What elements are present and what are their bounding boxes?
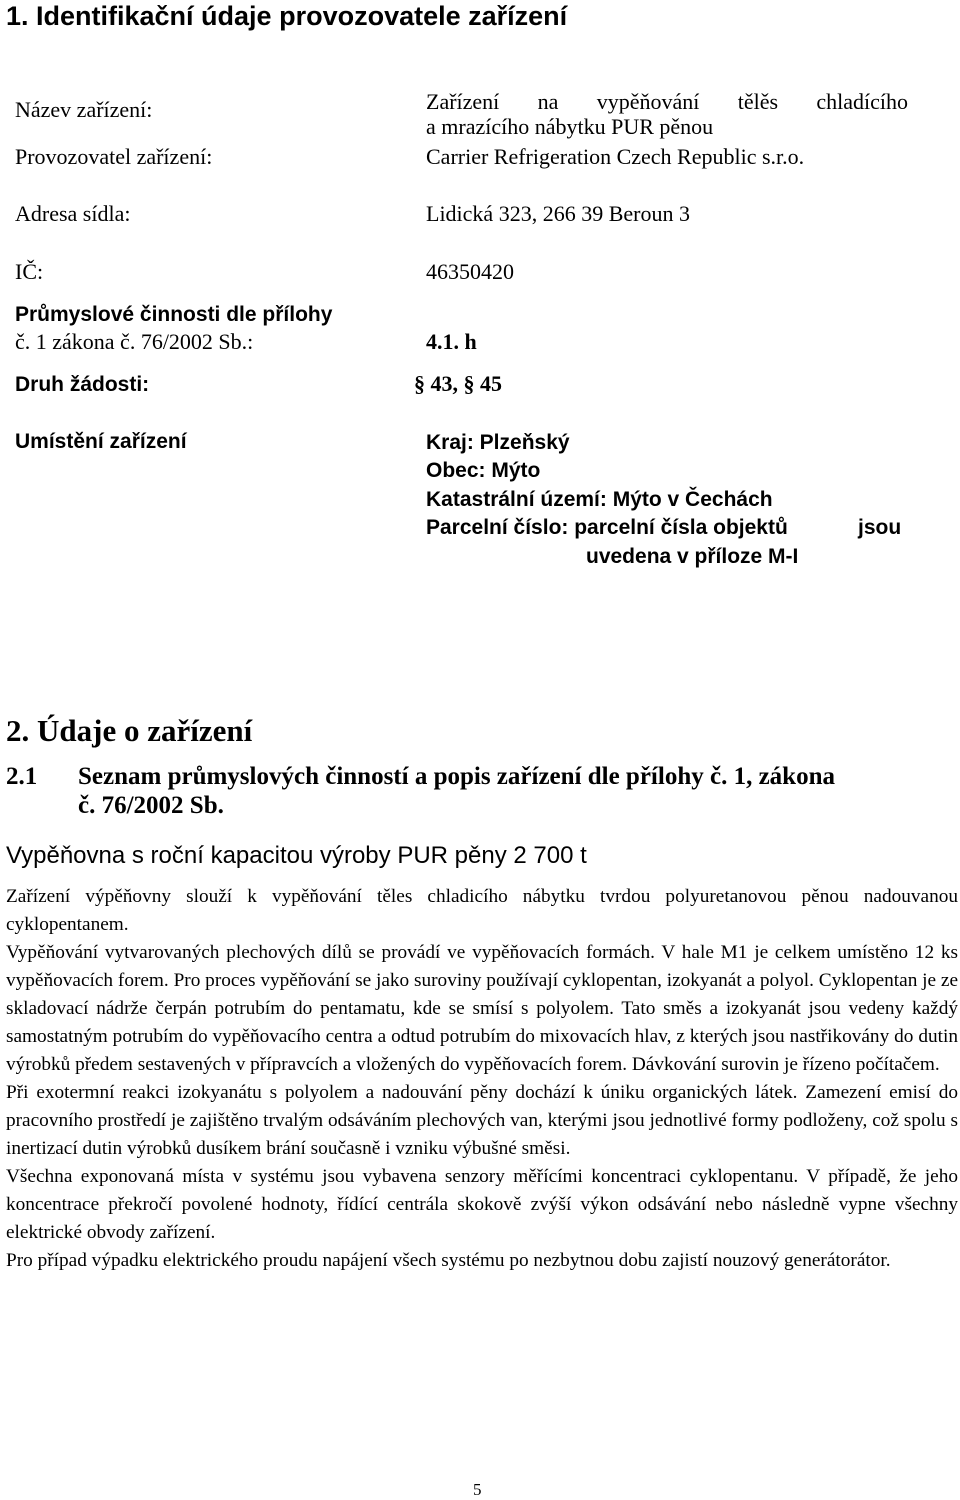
paragraph: Při exotermní reakci izokyanátu s polyolem a nadouvání pěny dochází k úniku organických látek. Zamezení emisí do pracovního prostředí je zajištěno trvalým odsáváním plechových van, kterými jsou jednotlivé formy podloženy, což spolu s inertizací dutin výrobků dusíkem brání současně i vzniku výbušné směsi. <box>6 1082 958 1159</box>
druh-label: Druh žádosti: <box>15 373 150 396</box>
nazev-word-3: vypěňování <box>596 89 700 114</box>
cinnosti-label-line2: č. 1 zákona č. 76/2002 Sb.: <box>15 329 254 354</box>
capacity-statement: Vypěňovna s roční kapacitou výroby PUR pěny 2 700 t <box>6 842 587 869</box>
subsection-number: 2.1 <box>6 763 38 790</box>
parcela-value-line2: uvedena v příloze M-I <box>586 545 799 568</box>
paragraph: Vypěňování vytvarovaných plechových dílů se provádí ve vypěňovacích formách. V hale M1 je celkem umístěno 12 ks vypěňovacích forem. Pro proces vypěňování se jako suroviny používají cyklopentan, izokyanát a polyol. Cyklopentan je ze skladovací nádrže čerpán potrubím do pentamatu, kde se smísí s polyolem. Tato směs a izokyanát jsou vedeny každý samostatným potrubím do vypěňovacího centra a odtud potrubím do mixovacích hlav, z kterých jsou nastřikovány do dutin výrobků předem sestavených v přípravcích a vložených do vypěňovacích forem. Dávkování surovin je řízeno počítačem. <box>6 942 959 1075</box>
nazev-word-1: Zařízení <box>426 89 500 114</box>
druh-value: § 43, § 45 <box>414 371 502 396</box>
ic-value: 46350420 <box>426 259 514 284</box>
paragraph: Zařízení výpěňovny slouží k vypěňování těles chladicího nábytku tvrdou polyuretanovou pěnou nadouvanou cyklopentanem. <box>6 886 958 935</box>
nazev-word-5: chladícího <box>816 89 908 114</box>
cinnosti-value: 4.1. h <box>426 329 477 354</box>
obec-value: Obec: Mýto <box>426 459 541 482</box>
nazev-value-line1 <box>426 88 908 116</box>
page-number: 5 <box>473 1480 482 1499</box>
provozovatel-label: Provozovatel zařízení: <box>15 144 213 169</box>
section-2-heading: 2. Údaje o zařízení <box>6 713 253 748</box>
adresa-value: Lidická 323, 266 39 Beroun 3 <box>426 201 690 226</box>
paragraph: Všechna exponovaná místa v systému jsou vybavena senzory měřícími koncentraci cyklopentanu. V případě, že jeho koncentrace překročí povolené hodnoty, řídící centrála skokově zvýší výkon odsávání nebo následně vypne všechny elektrické obvody zařízení. <box>6 1166 958 1243</box>
nazev-word-4: tělěs <box>737 89 779 114</box>
subsection-title-line1: Seznam průmyslových činností a popis zařízení dle přílohy č. 1, zákona <box>78 763 835 790</box>
ic-label: IČ: <box>15 259 44 284</box>
katastr-value: Katastrální území: Mýto v Čechách <box>426 488 773 511</box>
nazev-word-2: na <box>537 89 559 114</box>
subsection-title-line2: č. 76/2002 Sb. <box>78 792 224 819</box>
umisteni-label: Umístění zařízení <box>15 430 187 453</box>
subsection-2-1-heading <box>6 762 835 791</box>
adresa-label: Adresa sídla: <box>15 201 131 226</box>
parcela-value-line1: Parcelní číslo: parcelní čísla objektů <box>426 516 788 539</box>
section-1-heading: 1. Identifikační údaje provozovatele zařízení <box>6 1 568 31</box>
parcela-value-line1-end: jsou <box>858 516 902 539</box>
paragraph: Pro případ výpadku elektrického proudu napájení všech systému po nezbytnou dobu zajistí nouzový generátorátor. <box>6 1250 891 1271</box>
cinnosti-label-line1: Průmyslové činnosti dle přílohy <box>15 303 333 326</box>
body-text <box>6 883 958 1275</box>
nazev-label: Název zařízení: <box>15 97 153 122</box>
provozovatel-value: Carrier Refrigeration Czech Republic s.r.o. <box>426 144 805 169</box>
nazev-value-line2: a mrazícího nábytku PUR pěnou <box>426 114 714 139</box>
kraj-value: Kraj: Plzeňský <box>426 431 570 454</box>
